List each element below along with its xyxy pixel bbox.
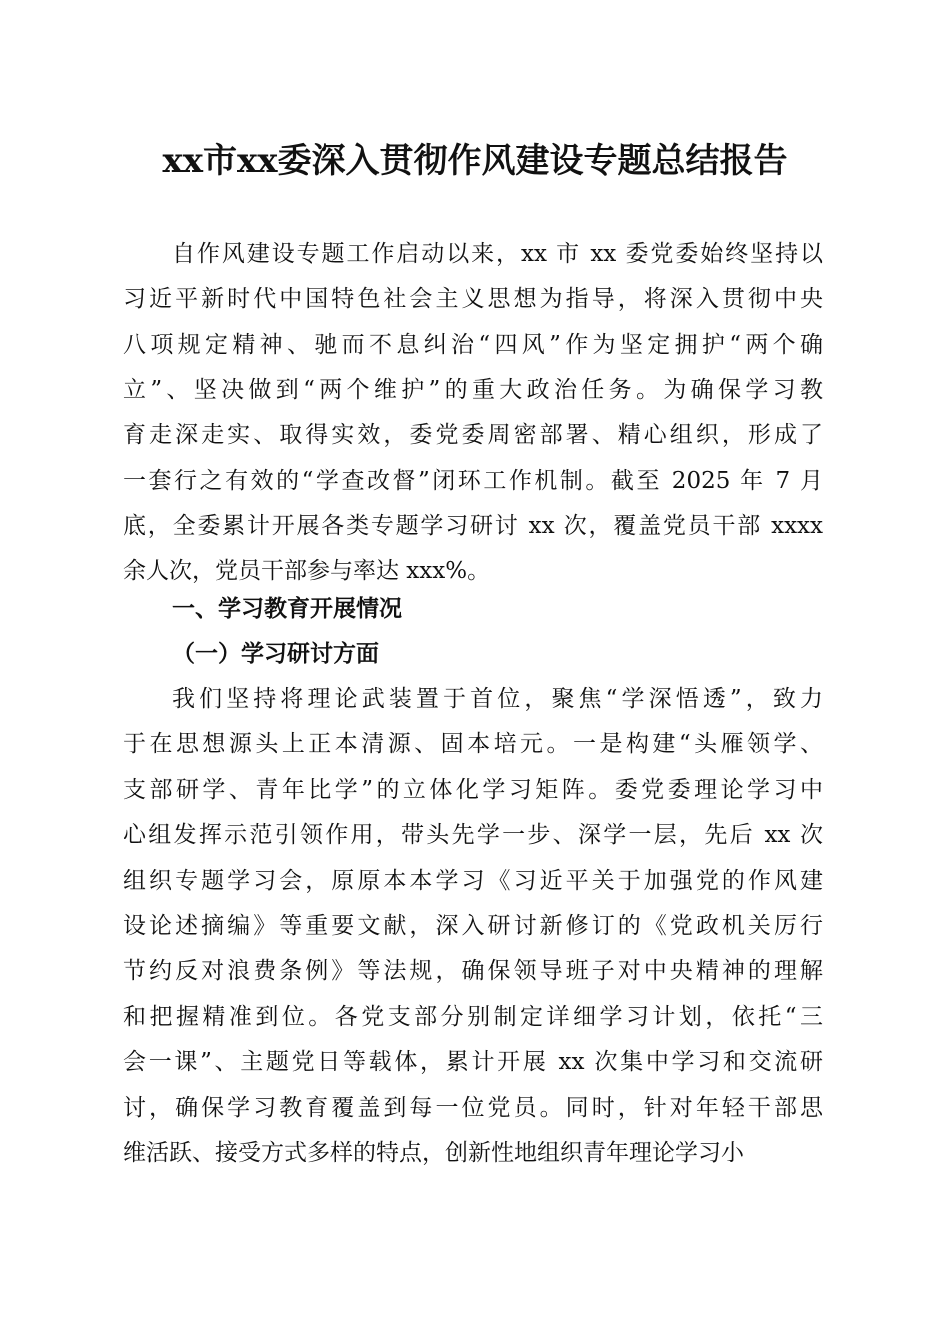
text-line: 设论述摘编》等重要文献，深入研讨新修订的《党政机关厉行	[123, 913, 823, 939]
text-line: 讨，确保学习教育覆盖到每一位党员。同时，针对年轻干部思	[123, 1094, 823, 1121]
text-line: 组织专题学习会，原原本本学习《习近平关于加强党的作风建	[123, 867, 823, 894]
text-line: 底，全委累计开展各类专题学习研讨 xx 次，覆盖党员干部 xxxx	[123, 512, 823, 539]
subsection-heading: （一）学习研讨方面	[172, 640, 379, 667]
text-line: 于在思想源头上正本清源、固本培元。一是构建“头雁领学、	[123, 731, 823, 758]
text-line: 支部研学、青年比学”的立体化学习矩阵。委党委理论学习中	[123, 776, 823, 803]
text-line: 和把握精准到位。各党支部分别制定详细学习计划，依托“三	[123, 1003, 823, 1030]
text-line: 维活跃、接受方式多样的特点，创新性地组织青年理论学习小	[123, 1140, 744, 1166]
text-line: 心组发挥示范引领作用，带头先学一步、深学一层，先后 xx 次	[123, 822, 823, 849]
text-line: 育走深走实、取得实效，委党委周密部署、精心组织，形成了	[123, 422, 823, 449]
text-line: 我们坚持将理论武装置于首位，聚焦“学深悟透”，致力	[172, 686, 823, 712]
text-line: 余人次，党员干部参与率达 xxx%。	[123, 558, 491, 585]
text-line: 节约反对浪费条例》等法规，确保领导班子对中央精神的理解	[123, 958, 823, 985]
section-heading: 一、学习教育开展情况	[172, 596, 402, 622]
text-line: 自作风建设专题工作启动以来，xx 市 xx 委党委始终坚持以	[172, 241, 823, 267]
text-line: 立”、坚决做到“两个维护”的重大政治任务。为确保学习教	[123, 376, 823, 403]
text-line: 一套行之有效的“学查改督”闭环工作机制。截至 2025 年 7 月	[123, 467, 823, 494]
page-title: xx市xx委深入贯彻作风建设专题总结报告	[162, 141, 788, 181]
text-line: 会一课”、主题党日等载体，累计开展 xx 次集中学习和交流研	[123, 1049, 823, 1076]
text-line: 习近平新时代中国特色社会主义思想为指导，将深入贯彻中央	[123, 286, 823, 313]
text-line: 八项规定精神、驰而不息纠治“四风”作为坚定拥护“两个确	[123, 331, 823, 358]
